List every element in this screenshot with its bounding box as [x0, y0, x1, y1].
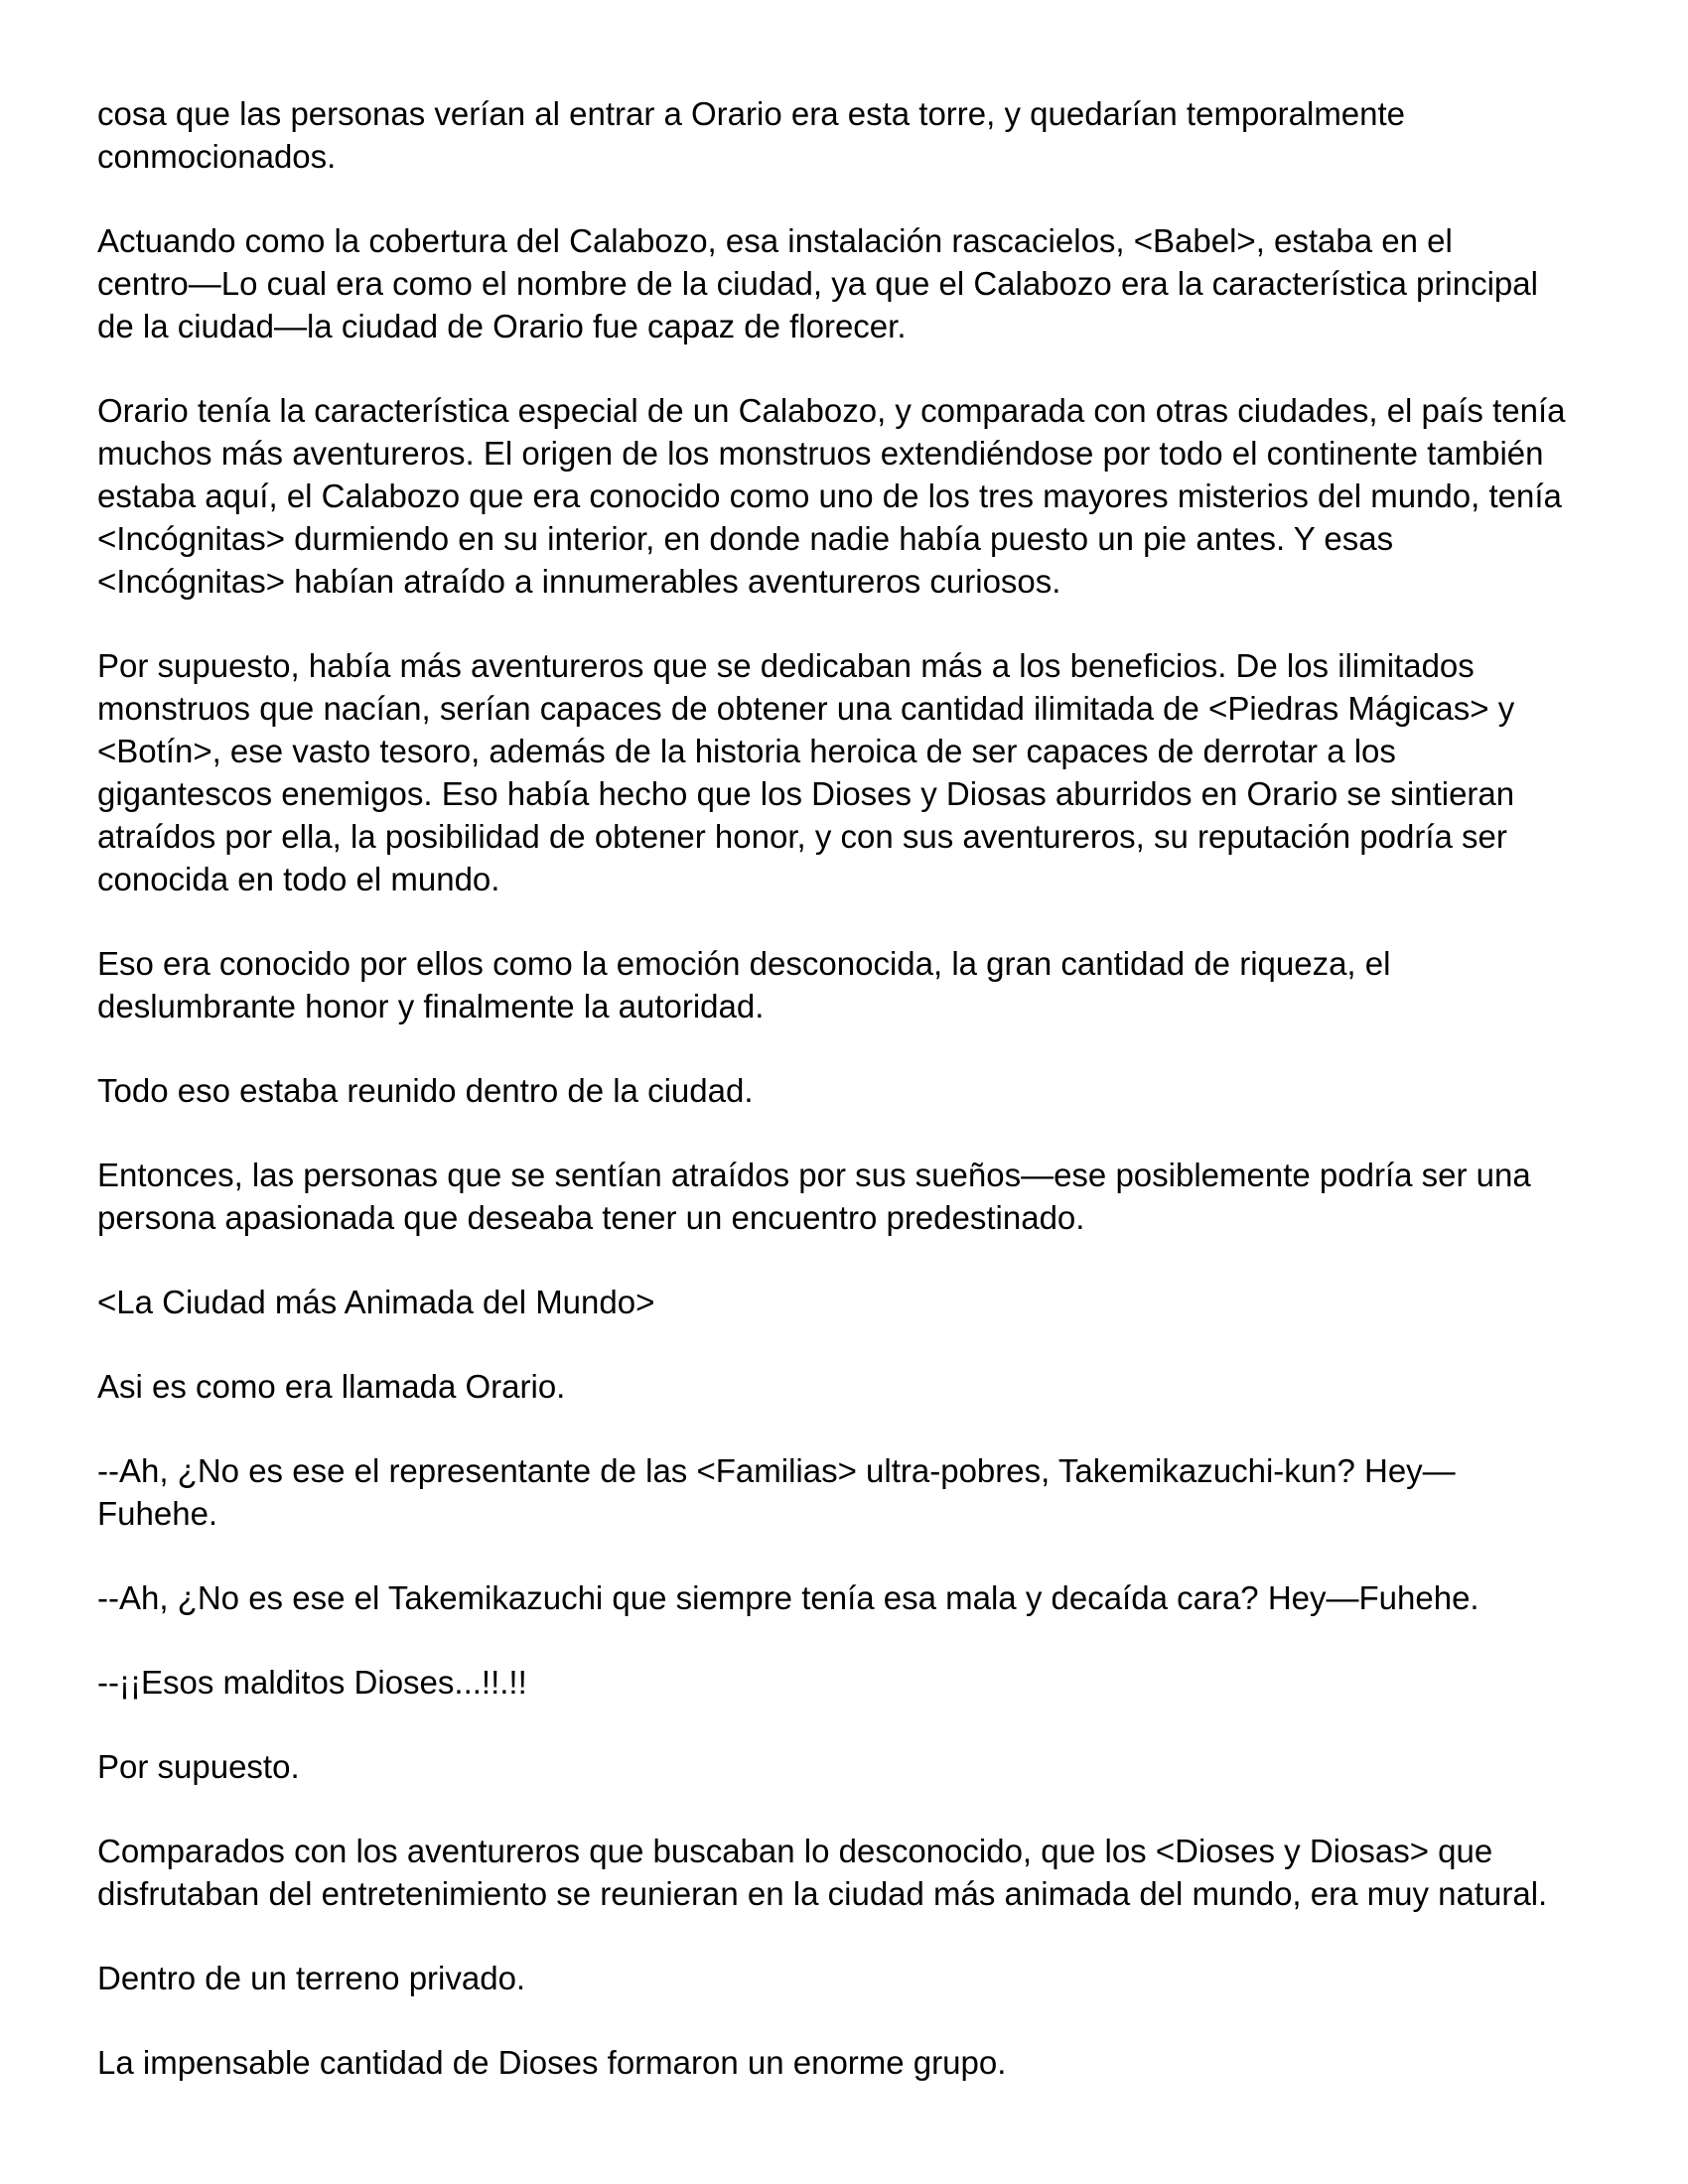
paragraph-2 [97, 219, 1599, 347]
text-line: Todo eso estaba reunido dentro de la ciudad. [97, 1072, 754, 1109]
text-line: Orario tenía la característica especial de un Calabozo, y comparada con otras ciudades, el país tenía [97, 392, 1566, 429]
text-line: --Ah, ¿No es ese el Takemikazuchi que siempre tenía esa mala y decaída cara? Hey—Fuhehe. [97, 1579, 1479, 1616]
text-line: Asi es como era llamada Orario. [97, 1368, 566, 1405]
text-line: Dentro de un terreno privado. [97, 1960, 526, 1996]
text-line: <La Ciudad más Animada del Mundo> [97, 1284, 655, 1320]
text-line: de la ciudad—la ciudad de Orario fue capaz de florecer. [97, 308, 907, 344]
paragraph-8-city-title [97, 1281, 1599, 1323]
text-line: disfrutaban del entretenimiento se reunieran en la ciudad más animada del mundo, era muy natural. [97, 1875, 1548, 1912]
text-line: --¡¡Esos malditos Dioses...!!.!! [97, 1664, 527, 1701]
paragraph-6 [97, 1069, 1599, 1112]
text-line: Comparados con los aventureros que buscaban lo desconocido, que los <Dioses y Diosas> que [97, 1833, 1493, 1869]
text-line: conocida en todo el mundo. [97, 861, 500, 897]
text-line: <Incógnitas> habían atraído a innumerables aventureros curiosos. [97, 563, 1061, 600]
text-line: Fuhehe. [97, 1495, 218, 1532]
text-line: --Ah, ¿No es ese el representante de las <Familias> ultra-pobres, Takemikazuchi-kun? Hey— [97, 1452, 1456, 1489]
text-line: Actuando como la cobertura del Calabozo, esa instalación rascacielos, <Babel>, estaba en el [97, 222, 1453, 259]
text-line: La impensable cantidad de Dioses formaron un enorme grupo. [97, 2044, 1007, 2081]
text-line: Eso era conocido por ellos como la emoción desconocida, la gran cantidad de riqueza, el [97, 945, 1391, 982]
text-line: Por supuesto. [97, 1748, 300, 1785]
text-line: persona apasionada que deseaba tener un encuentro predestinado. [97, 1199, 1085, 1236]
paragraph-13 [97, 1745, 1599, 1788]
text-line: gigantescos enemigos. Eso había hecho que los Dioses y Diosas aburridos en Orario se sintieran [97, 775, 1515, 812]
paragraph-11-dialogue [97, 1576, 1599, 1619]
text-line: cosa que las personas verían al entrar a Orario era esta torre, y quedarían temporalmente [97, 95, 1406, 132]
text-line: <Incógnitas> durmiendo en su interior, en donde nadie había puesto un pie antes. Y esas [97, 520, 1394, 557]
text-line: estaba aquí, el Calabozo que era conocido como uno de los tres mayores misterios del mundo, tenía [97, 478, 1562, 514]
paragraph-10-dialogue [97, 1449, 1599, 1535]
paragraph-5 [97, 942, 1599, 1027]
text-line: Por supuesto, había más aventureros que se dedicaban más a los beneficios. De los ilimitados [97, 647, 1475, 684]
text-line: muchos más aventureros. El origen de los monstruos extendiéndose por todo el continente también [97, 435, 1544, 472]
paragraph-9 [97, 1365, 1599, 1408]
paragraph-7 [97, 1154, 1599, 1239]
paragraph-1 [97, 92, 1599, 178]
paragraph-3 [97, 389, 1599, 603]
text-line: monstruos que nacían, serían capaces de obtener una cantidad ilimitada de <Piedras Mágicas> y [97, 690, 1515, 727]
text-line: centro—Lo cual era como el nombre de la ciudad, ya que el Calabozo era la característica principal [97, 265, 1538, 302]
text-line: deslumbrante honor y finalmente la autoridad. [97, 988, 765, 1024]
text-line: Entonces, las personas que se sentían atraídos por sus sueños—ese posiblemente podría ser una [97, 1157, 1531, 1193]
text-line: conmocionados. [97, 138, 337, 175]
paragraph-12-dialogue [97, 1661, 1599, 1704]
text-line: <Botín>, ese vasto tesoro, además de la historia heroica de ser capaces de derrotar a los [97, 733, 1396, 769]
paragraph-15 [97, 1957, 1599, 1999]
paragraph-4 [97, 644, 1599, 900]
text-line: atraídos por ella, la posibilidad de obtener honor, y con sus aventureros, su reputación podría ser [97, 818, 1507, 855]
paragraph-16 [97, 2041, 1599, 2084]
paragraph-14 [97, 1830, 1599, 1915]
